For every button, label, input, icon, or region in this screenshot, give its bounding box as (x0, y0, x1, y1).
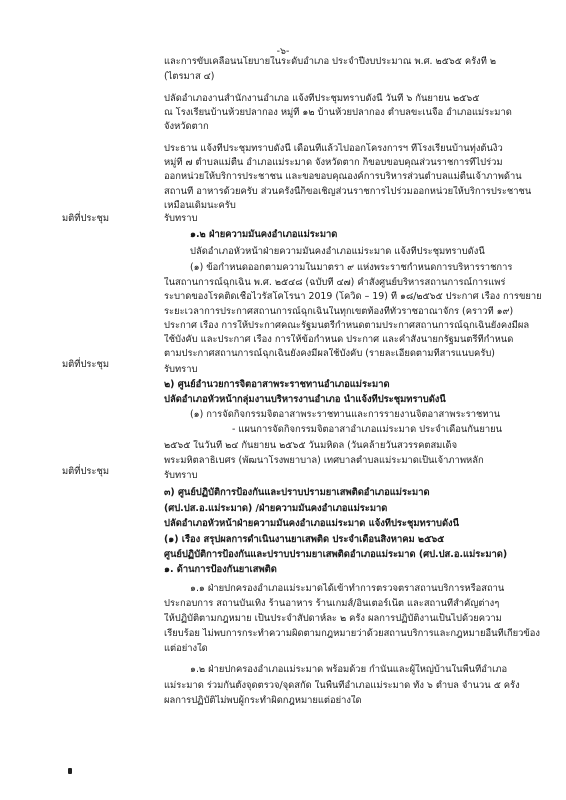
text-line: (ศป.ปส.อ.แม่ระมาด) /ฝ่ายความมั่นคงอำเภอแม่ระมาด (164, 503, 388, 514)
text-line: ๑. ด้านการป้องกันยาเสพติด (164, 564, 277, 575)
text-line: ๑.๑ ฝ่ายปกครองอำเภอแม่ระมาดได้เข้าทำการตรวจตราสถานบริการหรือสถาน (190, 583, 505, 594)
text-line: ระยะเวลาการประกาศสถานการณ์ฉุกเฉินในทุกเขตท้องที่ทั่วราชอาณาจักร (คราวที่ ๑๙) (164, 306, 514, 317)
text-line: ผลการปฏิบัติไม่พบผู้กระทำผิดกฎหมายแต่อย่างใด (164, 695, 362, 706)
margin-label-resolution: มติที่ประชุม (62, 213, 110, 224)
text-line: - แผนการจัดกิจกรรมจิตอาสาอำเภอแม่ระมาด ประจำเดือนกันยายน (232, 424, 502, 435)
margin-label-resolution: มติที่ประชุม (62, 359, 110, 370)
text-line: ในสถานการณ์ฉุกเฉิน พ.ศ. ๒๕๔๘ (ฉบับที่ ๔๗) คำสั่งศูนย์บริหารสถานการณ์การแพร่ (164, 277, 506, 288)
text-line: แม่ระมาด ร่วมกันตั้งจุดตรวจ/จุดสกัด ในพื้นที่อำเภอแม่ระมาด ทั้ง ๖ ตำบล จำนวน ๕ ครั้ง (164, 680, 520, 691)
text-line: ศูนย์ปฏิบัติการป้องกันและปราบปรามยาเสพติดอำเภอแม่ระมาด (ศป.ปส.อ.แม่ระมาด) (164, 549, 508, 560)
section-heading: ๑.๒ ฝ่ายความมั่นคงอำเภอแม่ระมาด (190, 229, 338, 240)
text-line: (๑) ข้อกำหนดออกตามความในมาตรา ๙ แห่งพระราชกำหนดการบริหารราชการ (190, 262, 513, 273)
text-line: และการขับเคลื่อนนโยบายในระดับอำเภอ ประจำปีงบประมาณ พ.ศ. ๒๕๖๕ ครั้งที่ ๒ (164, 56, 497, 67)
text-line: ให้ปฏิบัติตามกฎหมาย เป็นประจำสัปดาห์ละ ๒ ครั้ง ผลการปฏิบัติงานเป็นไปด้วยความ (164, 613, 502, 624)
ink-mark (68, 768, 72, 774)
text-line: ประธาน แจ้งที่ประชุมทราบดังนี้ เดือนที่แล้วไปออกโครงการฯ ที่โรงเรียนบ้านทุ่งต้นงิ้ว (164, 143, 503, 154)
text-line: ๒๕๖๕ ในวันที่ ๒๔ กันยายน ๒๕๖๕ วันมหิดล (วันคล้ายวันสวรรคตสมเด็จ (164, 440, 458, 451)
text-line: ประกอบการ สถานบันเทิง ร้านอาหาร ร้านเกมส์/อินเตอร์เน็ต และสถานที่สำคัญต่างๆ (164, 598, 500, 609)
text-line: ปลัดอำเภอหัวหน้าฝ่ายความมั่นคงอำเภอแม่ระมาด แจ้งที่ประชุมทราบดังนี้ (164, 518, 460, 529)
text-line: ปลัดอำเภอหัวหน้ากลุ่มงานบริหารงานอำเภอ นำแจ้งที่ประชุมทราบดังนี้ (164, 394, 446, 405)
text-line: เหมือนเดิมนะครับ (164, 200, 236, 211)
text-line: แต่อย่างใด (164, 643, 208, 654)
text-line: ๑.๒ ฝ่ายปกครองอำเภอแม่ระมาด พร้อมด้วย กำนันและผู้ใหญ่บ้านในพื้นที่อำเภอ (190, 664, 508, 675)
page-number: -๖- (276, 46, 290, 57)
section-heading: ๓) ศูนย์ปฏิบัติการป้องกันและปราบปรามยาเสพติดอำเภอแม่ระมาด (164, 487, 430, 498)
text-line: ปลัดอำเภอหัวหน้าฝ่ายความมั่นคงอำเภอแม่ระมาด แจ้งที่ประชุมทราบดังนี้ (190, 246, 485, 257)
text-line: รับทราบ (164, 470, 198, 481)
text-line: (ไตรมาส ๔) (164, 71, 215, 82)
text-line: จังหวัดตาก (164, 121, 209, 132)
margin-label-resolution: มติที่ประชุม (62, 466, 110, 477)
text-line: พระมหิตลาธิเบศร (พัฒนาโรงพยาบาล) เทศบาลตำบลแม่ระมาดเป็นเจ้าภาพหลัก (164, 455, 484, 466)
text-line: ตามประกาศสถานการณ์ฉุกเฉินยังคงมีผลใช้บังคับ (รายละเอียดตามที่สารแนบครับ) (164, 348, 495, 359)
text-line: ใช้บังคับ และประกาศ เรื่อง การให้ข้อกำหนด ประกาศ และคำสั่งนายกรัฐมนตรีที่กำหนด (164, 334, 514, 345)
text-line: สถานที่ อาหารด้วยครับ ส่วนครั้งนี้ก็ขอเชิญส่วนราชการไปร่วมออกหน่วยให้บริการประชาชน (164, 186, 532, 197)
text-line: (๑) การจัดกิจกรรมจิตอาสาพระราชทานและการรายงานจิตอาสาพระราชทาน (190, 409, 501, 420)
text-line: ปลัดอำเภองานสำนักงานอำเภอ แจ้งที่ประชุมทราบดังนี้ วันที่ ๖ กันยายน ๒๕๖๕ (164, 93, 480, 104)
section-heading: ๒) ศูนย์อำนวยการจิตอาสาพระราชทานอำเภอแม่ระมาด (164, 379, 390, 390)
text-line: ระบาดของโรคติดเชื้อไวรัสโคโรนา 2019 (โควิด – 19) ที่ ๑๘/๒๕๖๕ ประกาศ เรื่อง การขยาย (164, 291, 542, 302)
text-line: หมู่ที่ ๗ ตำบลแม่ตื่น อำเภอแม่ระมาด จังหวัดตาก ก็ขอบขอบคุณส่วนราชการที่ไปร่วม (164, 157, 503, 168)
text-line: ณ โรงเรียนบ้านห้วยปลากอง หมู่ที่ ๑๒ บ้านห้วยปลากอง ตำบลขะเนจื้อ อำเภอแม่ระมาด (164, 107, 512, 118)
text-line: เรียบร้อย ไม่พบการกระทำความผิดตามกฎหมายว่าด้วยสถานบริการและกฎหมายอื่นที่เกี่ยวข้อง (164, 628, 540, 639)
text-line: (๑) เรื่อง สรุปผลการดำเนินงานยาเสพติด ประจำเดือนสิงหาคม ๒๕๖๕ (164, 534, 445, 545)
text-line: รับทราบ (164, 213, 198, 224)
text-line: ออกหน่วยให้บริการประชาชน และขอขอบคุณองค์การบริหารส่วนตำบลแม่ตื่นเจ้าภาพด้าน (164, 171, 522, 182)
text-line: ประกาศ เรื่อง การให้ประกาศคณะรัฐมนตรีกำหนดตามประกาศสถานการณ์ฉุกเฉินยังคงมีผล (164, 320, 530, 331)
text-line: รับทราบ (164, 364, 198, 375)
